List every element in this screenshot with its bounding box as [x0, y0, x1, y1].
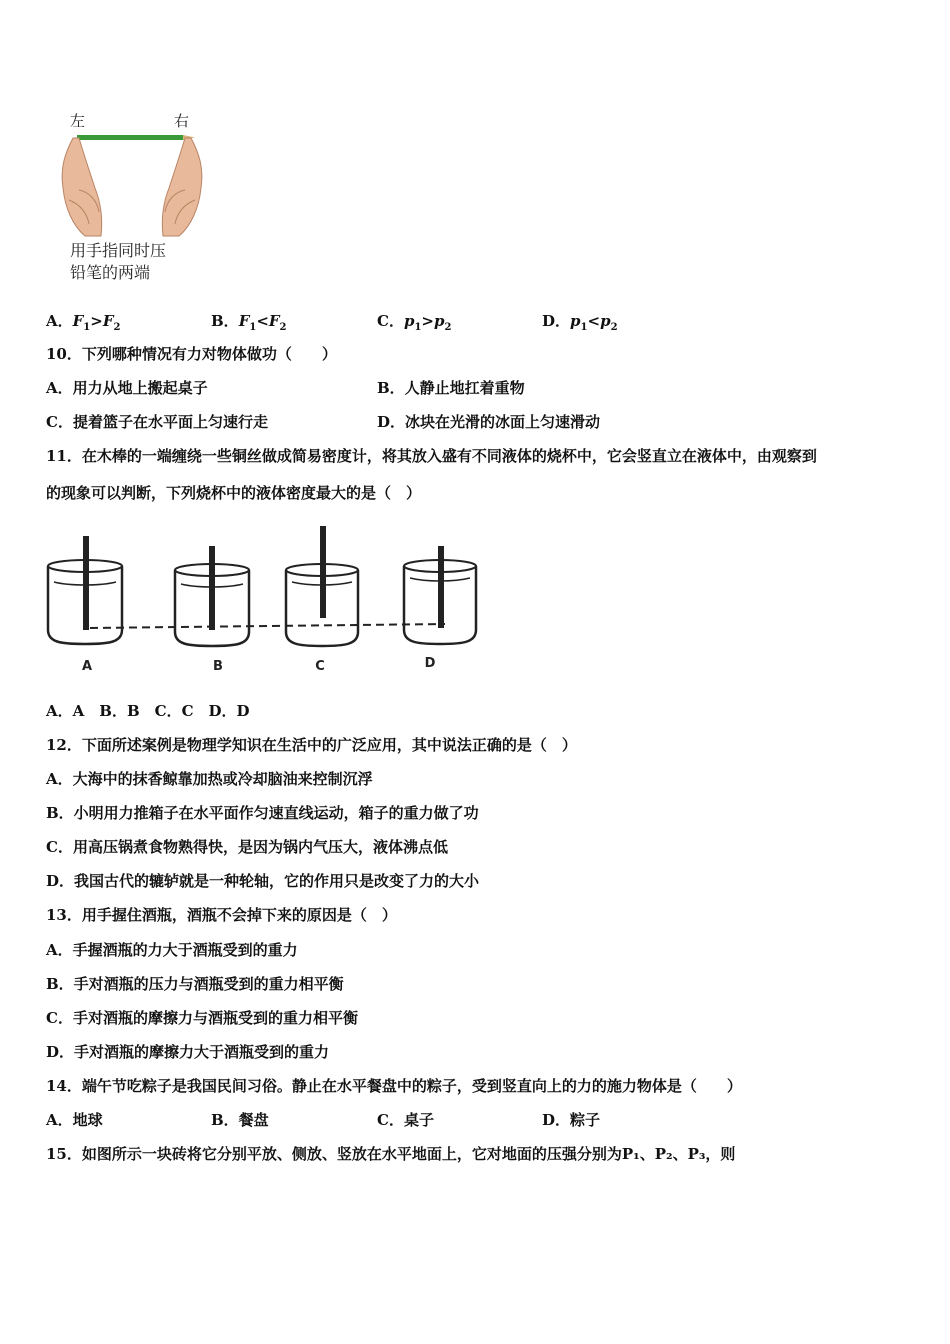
beaker-label-a: A [81, 659, 93, 674]
densimeter-b [209, 546, 215, 630]
q12-option-b: B．小明用力推箱子在水平面作匀速直线运动，箱子的重力做了功 [46, 804, 479, 822]
q10-stem: 10．下列哪种情况有力对物体做功（ ） [46, 345, 337, 363]
q12-option-a: A．大海中的抹香鲸靠加热或冷却脑油来控制沉浮 [46, 770, 373, 788]
q14-option-a: A．地球 [46, 1111, 103, 1129]
q12-option-c: C．用高压锅煮食物熟得快，是因为锅内气压大，液体沸点低 [46, 838, 448, 856]
q9-option-c: C．$p_1>p_2$ [377, 312, 452, 333]
q11-stem-line1: 11．在木棒的一端缠绕一些铜丝做成简易密度计，将其放入盛有不同液体的烧杯中，它会竖直立在液体中，由观察到 [46, 447, 817, 465]
left-label: 左 [70, 112, 86, 130]
right-hand-shape [162, 138, 202, 236]
q13-option-a: A．手握酒瓶的力大于酒瓶受到的重力 [46, 941, 298, 959]
beaker-label-c: C [315, 659, 325, 674]
q9-option-b: B．$F_1<F_2$ [211, 312, 287, 333]
q10-option-b: B．人静止地扛着重物 [377, 379, 525, 397]
q14-option-c: C．桌子 [377, 1111, 434, 1129]
densimeter-c [320, 526, 326, 618]
q15-stem: 15．如图所示一块砖将它分别平放、侧放、竖放在水平地面上，它对地面的压强分别为P₁、P₂、P₃，则 [46, 1145, 736, 1163]
q12-stem: 12．下面所述案例是物理学知识在生活中的广泛应用，其中说法正确的是（ ） [46, 736, 577, 754]
densimeter-a [83, 536, 89, 630]
q13-option-b: B．手对酒瓶的压力与酒瓶受到的重力相平衡 [46, 975, 344, 993]
q12-option-d: D．我国古代的辘轳就是一种轮轴，它的作用只是改变了力的大小 [46, 872, 480, 890]
q11-options: A．A B．B C．C D．D [46, 702, 250, 720]
figure-caption-line1: 用手指同时压 [70, 241, 167, 260]
beaker-b [175, 546, 249, 646]
left-hand-shape [62, 138, 102, 236]
beaker-c [286, 526, 358, 646]
q9-option-a: A．$F_1>F_2$ [46, 312, 121, 333]
q10-option-d: D．冰块在光滑的冰面上匀速滑动 [377, 413, 601, 431]
q14-option-d: D．粽子 [542, 1111, 601, 1129]
q13-option-c: C．手对酒瓶的摩擦力与酒瓶受到的重力相平衡 [46, 1009, 358, 1027]
beakers-figure [40, 520, 500, 680]
q11-stem-line2: 的现象可以判断，下列烧杯中的液体密度最大的是（ ） [46, 484, 422, 502]
right-label: 右 [174, 112, 190, 130]
q10-option-c: C．提着篮子在水平面上匀速行走 [46, 413, 268, 431]
q13-stem: 13．用手握住酒瓶，酒瓶不会掉下来的原因是（ ） [46, 906, 397, 924]
reference-dashed-line [90, 624, 445, 628]
pencil-body [77, 135, 183, 140]
q14-option-b: B．餐盘 [211, 1111, 269, 1129]
beaker-label-d: D [424, 656, 436, 671]
q10-option-a: A．用力从地上搬起桌子 [46, 379, 208, 397]
q14-stem: 14．端午节吃粽子是我国民间习俗。静止在水平餐盘中的粽子，受到竖直向上的力的施力物体是（ ） [46, 1077, 742, 1095]
q13-option-d: D．手对酒瓶的摩擦力大于酒瓶受到的重力 [46, 1043, 330, 1061]
q9-option-d: D．$p_1<p_2$ [542, 312, 618, 333]
beaker-label-b: B [213, 659, 223, 674]
densimeter-d [438, 546, 444, 628]
figure-caption-line2: 铅笔的两端 [70, 263, 151, 282]
beaker-d [404, 546, 476, 644]
